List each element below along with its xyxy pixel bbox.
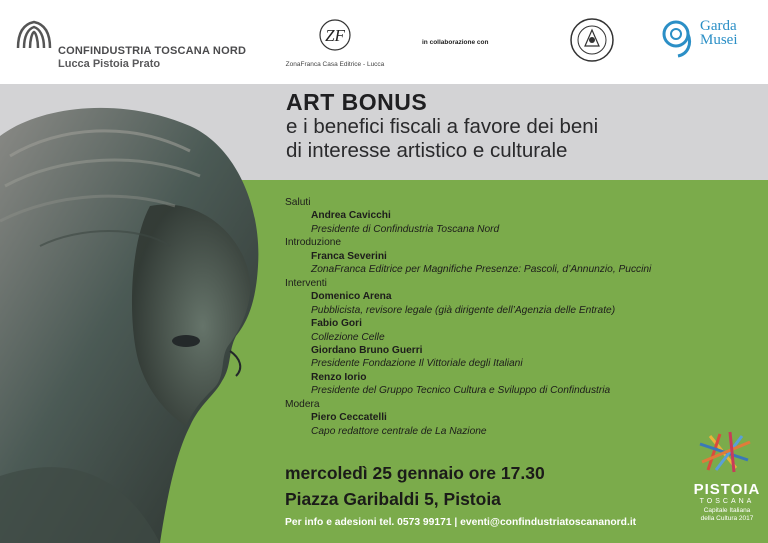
title-subtitle-line1: e i benefici fiscali a favore dei beni xyxy=(286,115,599,138)
pistoia-region: TOSCANA xyxy=(699,498,755,505)
pistoia-name: PISTOIA xyxy=(693,481,761,498)
speaker-name: Domenico Arena xyxy=(311,291,392,303)
speaker-role: Presidente di Confindustria Toscana Nord xyxy=(311,223,500,235)
speaker-name: Giordano Bruno Guerri xyxy=(311,344,423,356)
speaker-role: Collezione Celle xyxy=(311,331,385,343)
garda-line2: Musei xyxy=(700,32,738,48)
zonafranca-caption: ZonaFranca Casa Editrice - Lucca xyxy=(285,61,385,68)
pistoia-logo xyxy=(690,430,764,522)
garda-musei-logo-icon xyxy=(658,14,702,60)
collaboration-label: in collaborazione con xyxy=(422,39,489,46)
confindustria-logo xyxy=(14,18,54,52)
program-list xyxy=(285,196,651,438)
speaker-role: Capo redattore centrale de La Nazione xyxy=(311,425,487,437)
program-section: Interventi xyxy=(285,277,327,289)
speaker-name: Andrea Cavicchi xyxy=(311,210,391,222)
speaker-role: Presidente del Gruppo Tecnico Cultura e Sviluppo di Confindustria xyxy=(311,385,611,397)
vittoriale-seal-icon xyxy=(569,16,615,64)
title-subtitle-line2: di interesse artistico e culturale xyxy=(286,139,568,162)
zonafranca-logo xyxy=(280,16,390,68)
event-title xyxy=(286,90,598,163)
program-section: Introduzione xyxy=(285,237,342,249)
zonafranca-monogram-icon xyxy=(315,16,355,54)
speaker-role: Presidente Fondazione Il Vittoriale degli Italiani xyxy=(311,358,523,370)
event-when-where xyxy=(285,460,545,512)
confindustria-name xyxy=(58,45,246,71)
speaker-name: Fabio Gori xyxy=(311,318,362,330)
speaker-role: ZonaFranca Editrice per Magnifiche Presenze: Pascoli, d’Annunzio, Puccini xyxy=(311,264,652,276)
garda-musei-text xyxy=(700,19,738,47)
speaker-name: Piero Ceccatelli xyxy=(311,412,387,424)
garda-line1: Garda xyxy=(700,18,737,34)
contact-info: Per info e adesioni tel. 0573 99171 | eventi@confindustriatoscananord.it xyxy=(285,517,637,528)
pistoia-caption xyxy=(690,507,764,522)
pistoia-mark-icon xyxy=(690,430,764,474)
title-main: ART BONUS xyxy=(286,89,428,115)
confindustria-line2: Lucca Pistoia Prato xyxy=(58,58,161,70)
event-date: mercoledì 25 gennaio ore 17.30 xyxy=(285,463,545,483)
bronze-statue-image xyxy=(0,96,300,543)
speaker-name: Franca Severini xyxy=(311,250,387,262)
program-section: Saluti xyxy=(285,197,311,208)
pistoia-caption-line1: Capitale Italiana xyxy=(703,507,751,514)
speaker-name: Renzo Iorio xyxy=(311,371,367,383)
confindustria-line1: CONFINDUSTRIA TOSCANA NORD xyxy=(58,45,247,57)
speaker-role: Pubblicista, revisore legale (già dirigente dell’Agenzia delle Entrate) xyxy=(311,304,616,316)
zonafranca-monogram: ZF xyxy=(325,26,345,45)
pistoia-caption-line2: della Cultura 2017 xyxy=(700,514,754,522)
program-section: Modera xyxy=(285,398,320,410)
event-place: Piazza Garibaldi 5, Pistoia xyxy=(285,489,501,509)
